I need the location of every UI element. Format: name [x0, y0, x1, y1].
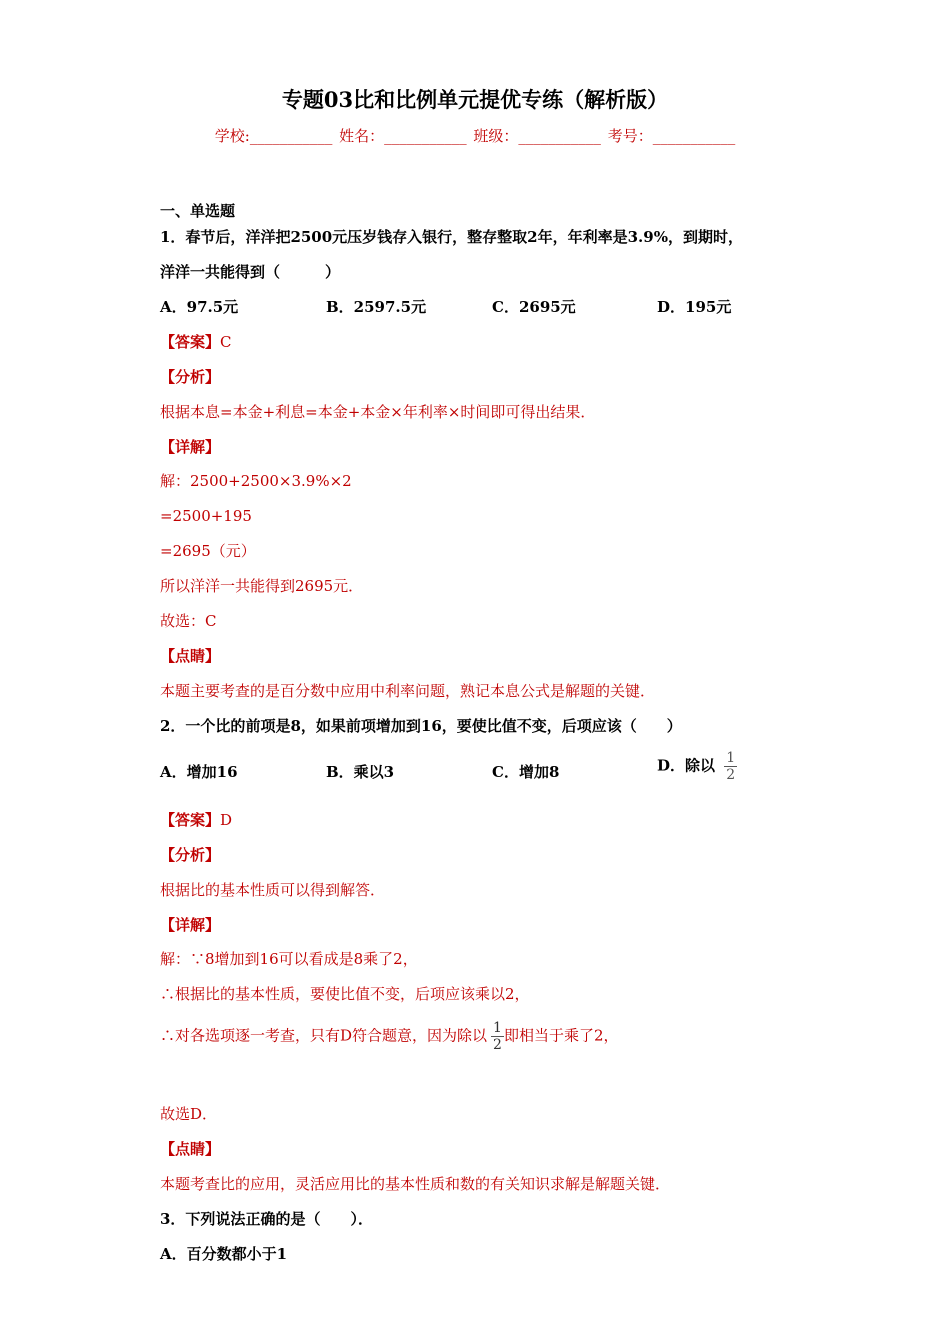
q1-option-a: A．97.5元	[160, 298, 239, 316]
q1-detail-line: 所以洋洋一共能得到2695元．	[160, 577, 364, 595]
class-field: 班级：___________	[473, 127, 601, 145]
q2-comment: 本题考查比的应用，灵活应用比的基本性质和数的有关知识求解是解题关键．	[160, 1175, 671, 1193]
q2-comment-tag: 【点睛】	[160, 1140, 221, 1158]
q1-comment: 本题主要考查的是百分数中应用中利率问题，熟记本息公式是解题的关键．	[160, 682, 656, 700]
student-info	[0, 125, 950, 146]
q1-option-b: B．2597.5元	[326, 298, 427, 316]
q2-analysis: 根据比的基本性质可以得到解答．	[160, 881, 386, 899]
q1-detail-tag: 【详解】	[160, 438, 221, 456]
section-heading: 一、单选题	[160, 202, 236, 220]
q2-option-a: A．增加16	[160, 763, 238, 781]
q1-detail-line: =2500+195	[160, 507, 252, 525]
q1-stem-line1: 1．春节后，洋洋把2500元压岁钱存入银行，整存整取2年，年利率是3.9%，到期时，	[160, 228, 743, 246]
q1-option-c: C．2695元	[492, 298, 576, 316]
q1-comment-tag: 【点睛】	[160, 647, 221, 665]
exam-number-field: 考号：___________	[607, 127, 736, 145]
q2-option-d-label: D．除以	[657, 756, 716, 775]
q2-detail-line: 故选D．	[160, 1105, 218, 1123]
q1-answer	[160, 331, 232, 353]
q2-detail-tag: 【详解】	[160, 916, 221, 934]
q3-stem: 3．下列说法正确的是（ ）．	[160, 1210, 373, 1228]
q2-detail-line: ∴根据比的基本性质，要使比值不变，后项应该乘以2，	[160, 985, 530, 1003]
q1-detail-line: 解：2500+2500×3.9%×2	[160, 472, 352, 490]
answer-tag: 【答案】	[160, 811, 221, 829]
q3-option-a: A．百分数都小于1	[160, 1245, 288, 1263]
q2-option-b: B．乘以3	[326, 763, 395, 781]
q2-answer	[160, 809, 232, 831]
answer-tag: 【答案】	[160, 333, 221, 351]
fraction-one-half: $\frac{1}{2}$	[726, 750, 736, 783]
q1-stem-line2: 洋洋一共能得到（ ）	[160, 263, 341, 281]
q1-analysis-tag: 【分析】	[160, 368, 221, 386]
fraction-one-half: $\frac{1}{2}$	[493, 1020, 502, 1053]
q1-option-d: D．195元	[657, 298, 732, 316]
q2-stem: 2．一个比的前项是8，如果前项增加到16，要使比值不变，后项应该（ ）	[160, 717, 682, 735]
q2-option-c: C．增加8	[492, 763, 560, 781]
q2-detail-line: 解：∵8增加到16可以看成是8乘了2，	[160, 950, 418, 968]
page-title: 专题03比和比例单元提优专练（解析版）	[281, 87, 669, 112]
q1-detail-line: =2695（元）	[160, 542, 256, 560]
school-field: 学校:___________	[214, 127, 333, 145]
q1-detail-line: 故选：C	[160, 612, 217, 630]
answer-value: C	[220, 333, 232, 351]
q2-detail-line-fraction: ∴对各选项逐一考查，只有D符合题意，因为除以 $\frac{1}{2}$ 即相当于乘了2，	[160, 1020, 619, 1053]
q2-option-d	[657, 750, 737, 783]
answer-value: D	[220, 811, 233, 829]
q2-analysis-tag: 【分析】	[160, 846, 221, 864]
q1-analysis: 根据本息=本金+利息=本金+本金×年利率×时间即可得出结果．	[160, 403, 596, 421]
name-field: 姓名：___________	[339, 127, 467, 145]
